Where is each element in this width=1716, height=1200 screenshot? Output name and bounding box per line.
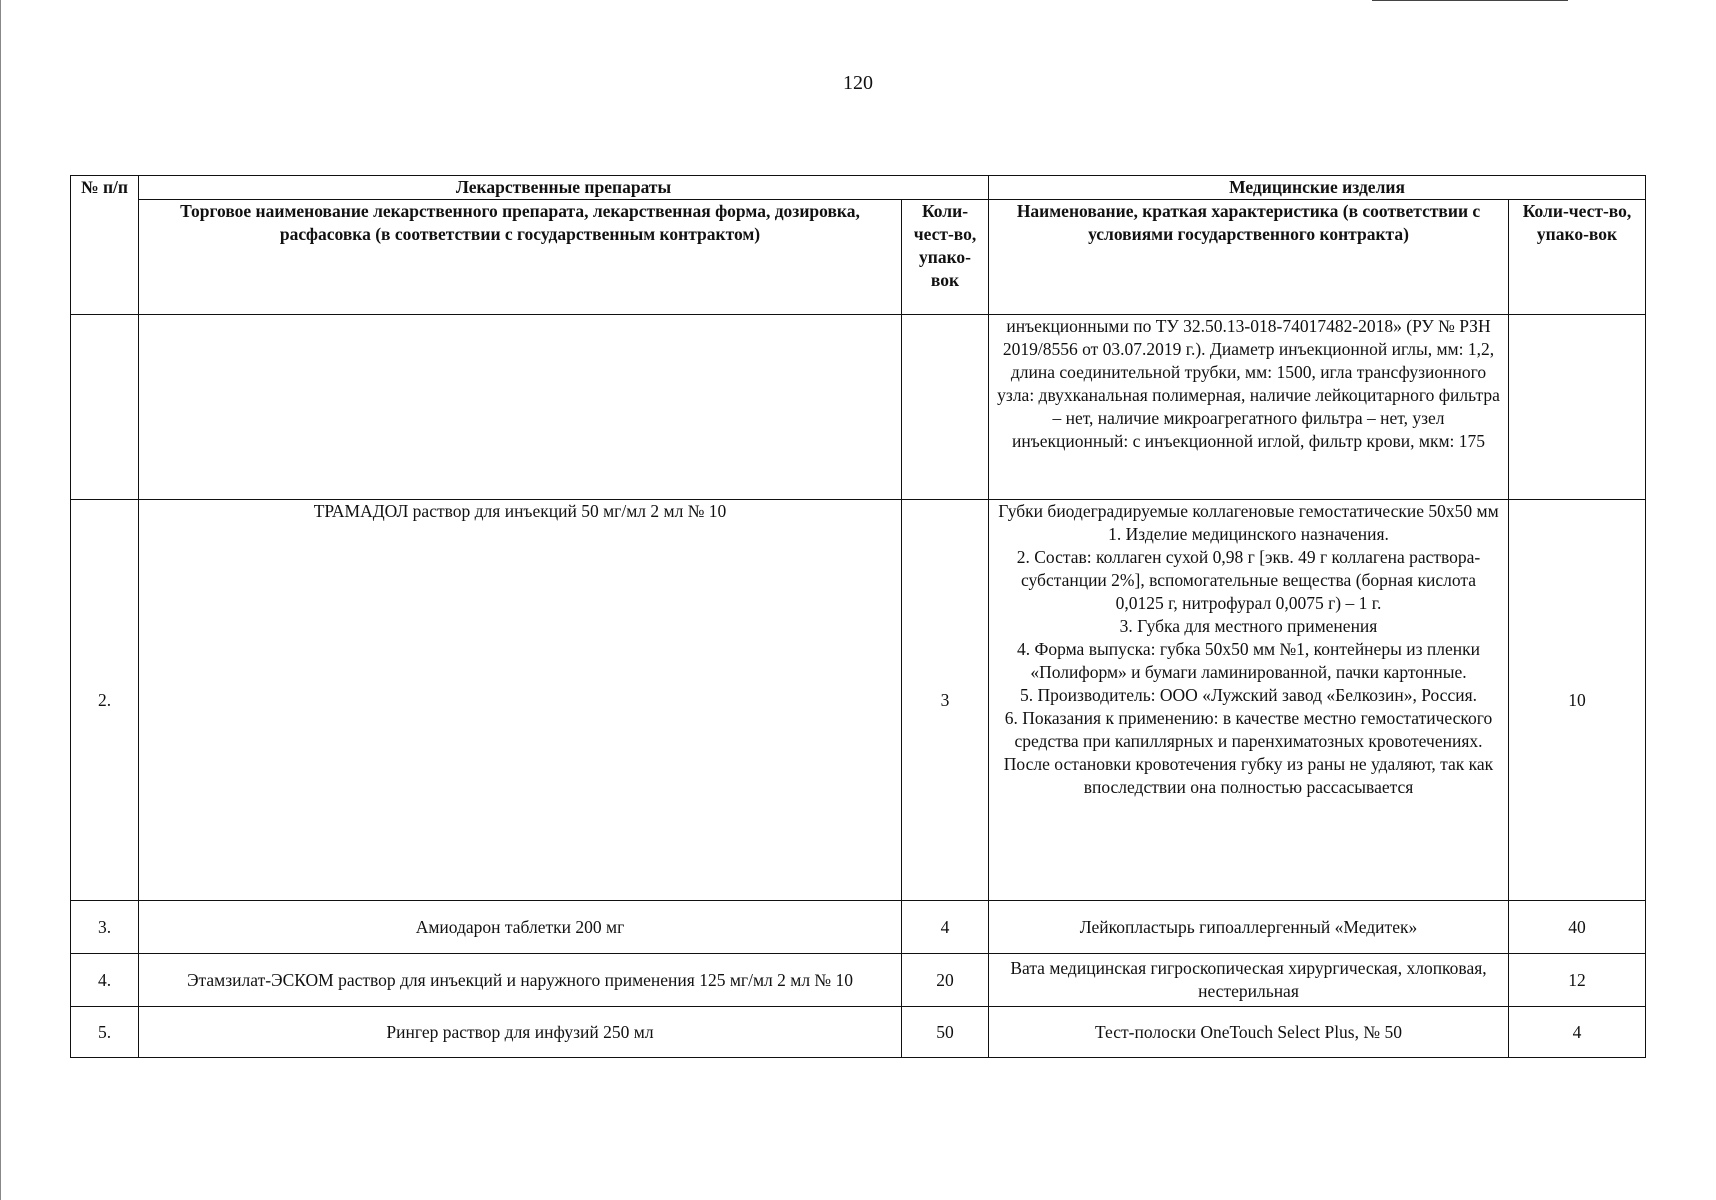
- row-drug: Этамзилат-ЭСКОМ раствор для инъекций и наружного применения 125 мг/мл 2 мл № 10: [139, 954, 902, 1007]
- header-row-2: [71, 200, 1646, 315]
- header-drugs: Лекарственные препараты: [139, 176, 989, 200]
- row-num: [71, 315, 139, 500]
- scan-top-rule: [1372, 0, 1568, 1]
- device-line: 1. Изделие медицинского назначения.: [1108, 524, 1389, 544]
- row-drug: [139, 315, 902, 500]
- header-devices: Медицинские изделия: [989, 176, 1646, 200]
- row-device-qty: [1509, 315, 1646, 500]
- device-line: 5. Производитель: ООО «Лужский завод «Белкозин», Россия.: [1019, 685, 1478, 705]
- row-device: [989, 500, 1509, 901]
- header-drug-qty: Коли-чест-во, упако-вок: [902, 200, 989, 315]
- row-num: 5.: [71, 1007, 139, 1058]
- page-number: 120: [843, 72, 873, 94]
- scan-left-edge: [0, 0, 1, 1200]
- row-num: 3.: [71, 901, 139, 954]
- device-line: 6. Показания к применению: в качестве местно гемостатического средства при капиллярных и паренхиматозных кровотечениях. После остановки кровотечения губку из раны не удаляют, так как впоследствии она полностью рассасывается: [1003, 708, 1494, 797]
- row-device: Тест-полоски OneTouch Select Plus, № 50: [989, 1007, 1509, 1058]
- row-device: Лейкопластырь гипоаллергенный «Медитек»: [989, 901, 1509, 954]
- table-row: [71, 954, 1646, 1007]
- device-line: 4. Форма выпуска: губка 50х50 мм №1, контейнеры из пленки «Полиформ» и бумаги ламинированной, пачки картонные.: [1017, 639, 1480, 682]
- row-drug-qty: 50: [902, 1007, 989, 1058]
- header-row-1: [71, 176, 1646, 200]
- row-device-qty: 12: [1509, 954, 1646, 1007]
- table-row: [71, 1007, 1646, 1058]
- row-drug-qty: 3: [902, 500, 989, 901]
- row-drug-qty: [902, 315, 989, 500]
- row-device-qty: 40: [1509, 901, 1646, 954]
- device-line: Губки биодеградируемые коллагеновые гемостатические 50х50 мм: [998, 501, 1499, 521]
- row-device: инъекционными по ТУ 32.50.13-018-74017482-2018» (РУ № РЗН 2019/8556 от 03.07.2019 г.). Диаметр инъекционной иглы, мм: 1,2, длина соединительной трубки, мм: 1500, игла трансфузионного узла: двухканальная полимерная, наличие лейкоцитарного фильтра – нет, наличие микроагрегатного фильтра – нет, узел инъекционный: с инъекционной иглой, фильтр крови, мкм: 175: [989, 315, 1509, 500]
- header-device-qty: Коли-чест-во, упако-вок: [1509, 200, 1646, 315]
- device-line: 3. Губка для местного применения: [1119, 616, 1378, 636]
- supply-table: [70, 175, 1646, 1058]
- row-drug-qty: 4: [902, 901, 989, 954]
- device-line: 2. Состав: коллаген сухой 0,98 г [экв. 49 г коллагена раствора-субстанции 2%], вспомогательные вещества (борная кислота 0,0125 г, нитрофурал 0,0075 г) – 1 г.: [1016, 547, 1481, 613]
- table-row: [71, 901, 1646, 954]
- header-num: № п/п: [71, 176, 139, 315]
- header-device-name: Наименование, краткая характеристика (в соответствии с условиями государственного контракта): [989, 200, 1509, 315]
- table-row: [71, 500, 1646, 901]
- row-device-qty: 4: [1509, 1007, 1646, 1058]
- header-drug-name: Торговое наименование лекарственного препарата, лекарственная форма, дозировка, расфасовка (в соответствии с государственным контрактом): [139, 200, 902, 315]
- table-row: [71, 315, 1646, 500]
- row-num: 2.: [71, 500, 139, 901]
- row-drug: Рингер раствор для инфузий 250 мл: [139, 1007, 902, 1058]
- row-drug: ТРАМАДОЛ раствор для инъекций 50 мг/мл 2 мл № 10: [139, 500, 902, 901]
- row-drug-qty: 20: [902, 954, 989, 1007]
- row-device: Вата медицинская гигроскопическая хирургическая, хлопковая, нестерильная: [989, 954, 1509, 1007]
- row-drug: Амиодарон таблетки 200 мг: [139, 901, 902, 954]
- row-num: 4.: [71, 954, 139, 1007]
- row-device-qty: 10: [1509, 500, 1646, 901]
